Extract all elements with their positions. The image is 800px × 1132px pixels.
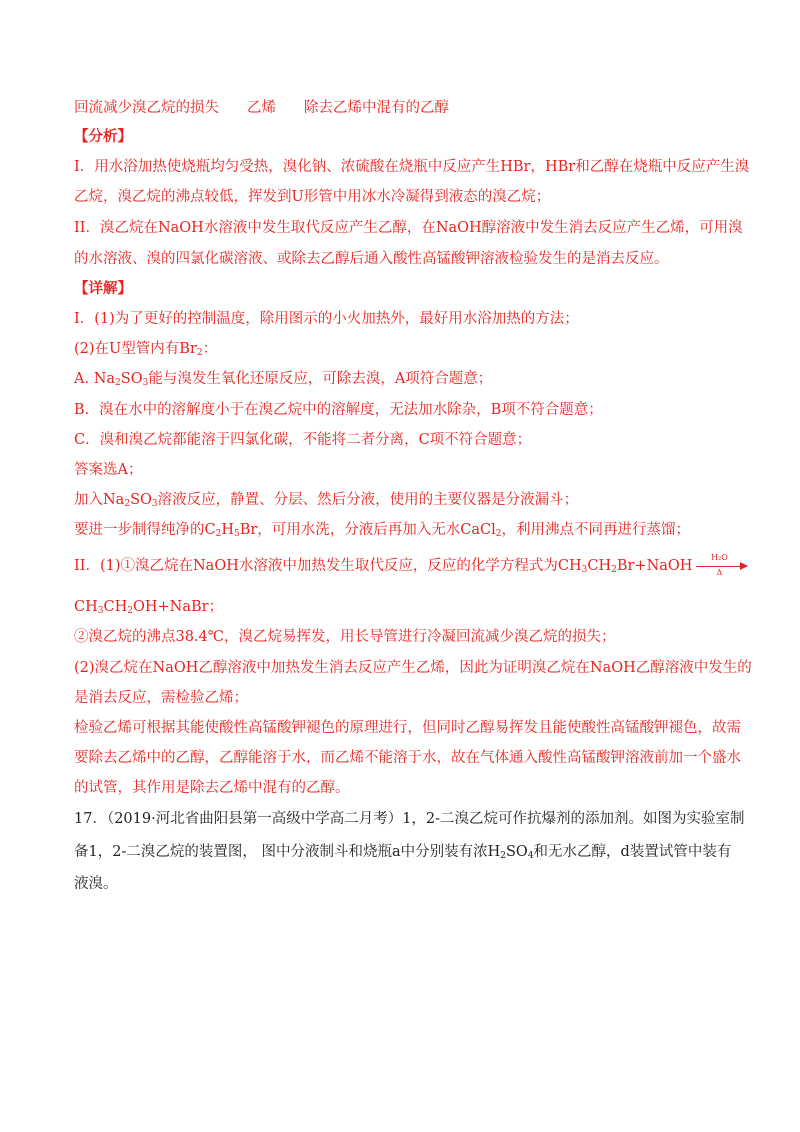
option-a-line: A. $Na_2SO_3$能与溴发生氧化还原反应，可除去溴，A项符合题意；	[74, 371, 493, 388]
answer-choice-line: 答案选A；	[74, 462, 143, 478]
question-17-line-3: 液溴。	[74, 876, 118, 892]
detail-line-10: 的试管，其作用是除去乙烯中混有的乙醇。	[74, 780, 350, 796]
option-b-line: B．溴在水中的溶解度小于在溴乙烷中的溶解度，无法加水除杂，B项不符合题意；	[74, 402, 603, 418]
equation-product-line: $CH_3CH_2OH+NaBr$；	[74, 599, 224, 616]
analysis-line-4: 的水溶液、溴的四氯化碳溶液、或除去乙醇后通入酸性高锰酸钾溶液检验发生的是消去反应。	[74, 251, 669, 267]
analysis-line-3: II．溴乙烷在NaOH水溶液中发生取代反应产生乙醇，在NaOH醇溶液中发生消去反应产生乙烯，可用溴	[74, 220, 743, 236]
analysis-line-2: 乙烷，溴乙烷的沸点较低，挥发到U形管中用冰水冷凝得到液态的溴乙烷；	[74, 189, 551, 205]
detail-line-5: ②溴乙烷的沸点38.4℃，溴乙烷易挥发，用长导管进行冷凝回流减少溴乙烷的损失；	[74, 629, 616, 645]
detail-line-1: I．(1)为了更好的控制温度，除用图示的小火加热外，最好用水浴加热的方法；	[74, 311, 579, 327]
option-c-line: C．溴和溴乙烷都能溶于四氯化碳，不能将二者分离，C项不符合题意；	[74, 432, 532, 448]
analysis-heading: 【分析】	[74, 128, 132, 145]
detail-line-3: 加入$Na_2SO_3$溶液反应，静置、分层、然后分液，使用的主要仪器是分液漏斗；	[74, 492, 579, 509]
question-17-line-1: 17．（2019·河北省曲阳县第一高级中学高二月考）1，2-二溴乙烷可作抗爆剂的添加剂。如图为实验室制	[74, 811, 745, 827]
detail-heading: 【详解】	[74, 280, 132, 297]
analysis-line-1: I．用水浴加热使烧瓶均匀受热，溴化钠、浓硫酸在烧瓶中反应产生HBr，HBr和乙醇在烧瓶中反应产生溴	[74, 159, 750, 175]
question-17-line-2: 备1，2-二溴乙烷的装置图， 图中分液制斗和烧瓶a中分别装有浓$H_2SO_4$和无水乙醇，d装置试管中装有	[74, 844, 732, 861]
detail-line-9: 要除去乙烯中的乙醇，乙醇能溶于水，而乙烯不能溶于水，故在气体通入酸性高锰酸钾溶液前加一个盛水	[74, 750, 741, 766]
detail-line-6: (2)溴乙烷在NaOH乙醇溶液中加热发生消去反应产生乙烯，因此为证明溴乙烷在NaOH乙醇溶液中发生的	[74, 660, 752, 676]
answer-blank-2: 乙烯	[247, 100, 276, 116]
equation-line: II．(1)①溴乙烷在NaOH水溶液中加热发生取代反应，反应的化学方程式为$CH_3CH_2Br+NaOH$ $\frac{\text{H₂O}}{\Delta}$	[74, 556, 748, 576]
answer-blank-3: 除去乙烯中混有的乙醇	[304, 100, 449, 116]
answer-line-1	[74, 98, 449, 118]
reaction-arrow-icon: $\frac{\text{H₂O}}{\Delta}$	[696, 556, 748, 576]
answer-blank-1: 回流减少溴乙烷的损失	[74, 100, 219, 116]
detail-line-4: 要进一步制得纯净的$C_2H_5Br$，可用水洗，分液后再加入无水CaCl$_2$，利用沸点不同再进行蒸馏；	[74, 522, 691, 539]
detail-line-7: 是消去反应，需检验乙烯；	[74, 690, 248, 706]
detail-line-2: (2)在U型管内有$Br_2$：	[74, 341, 218, 358]
detail-line-8: 检验乙烯可根据其能使酸性高锰酸钾褪色的原理进行，但同时乙醇易挥发且能使酸性高锰酸钾褪色，故需	[74, 720, 741, 736]
